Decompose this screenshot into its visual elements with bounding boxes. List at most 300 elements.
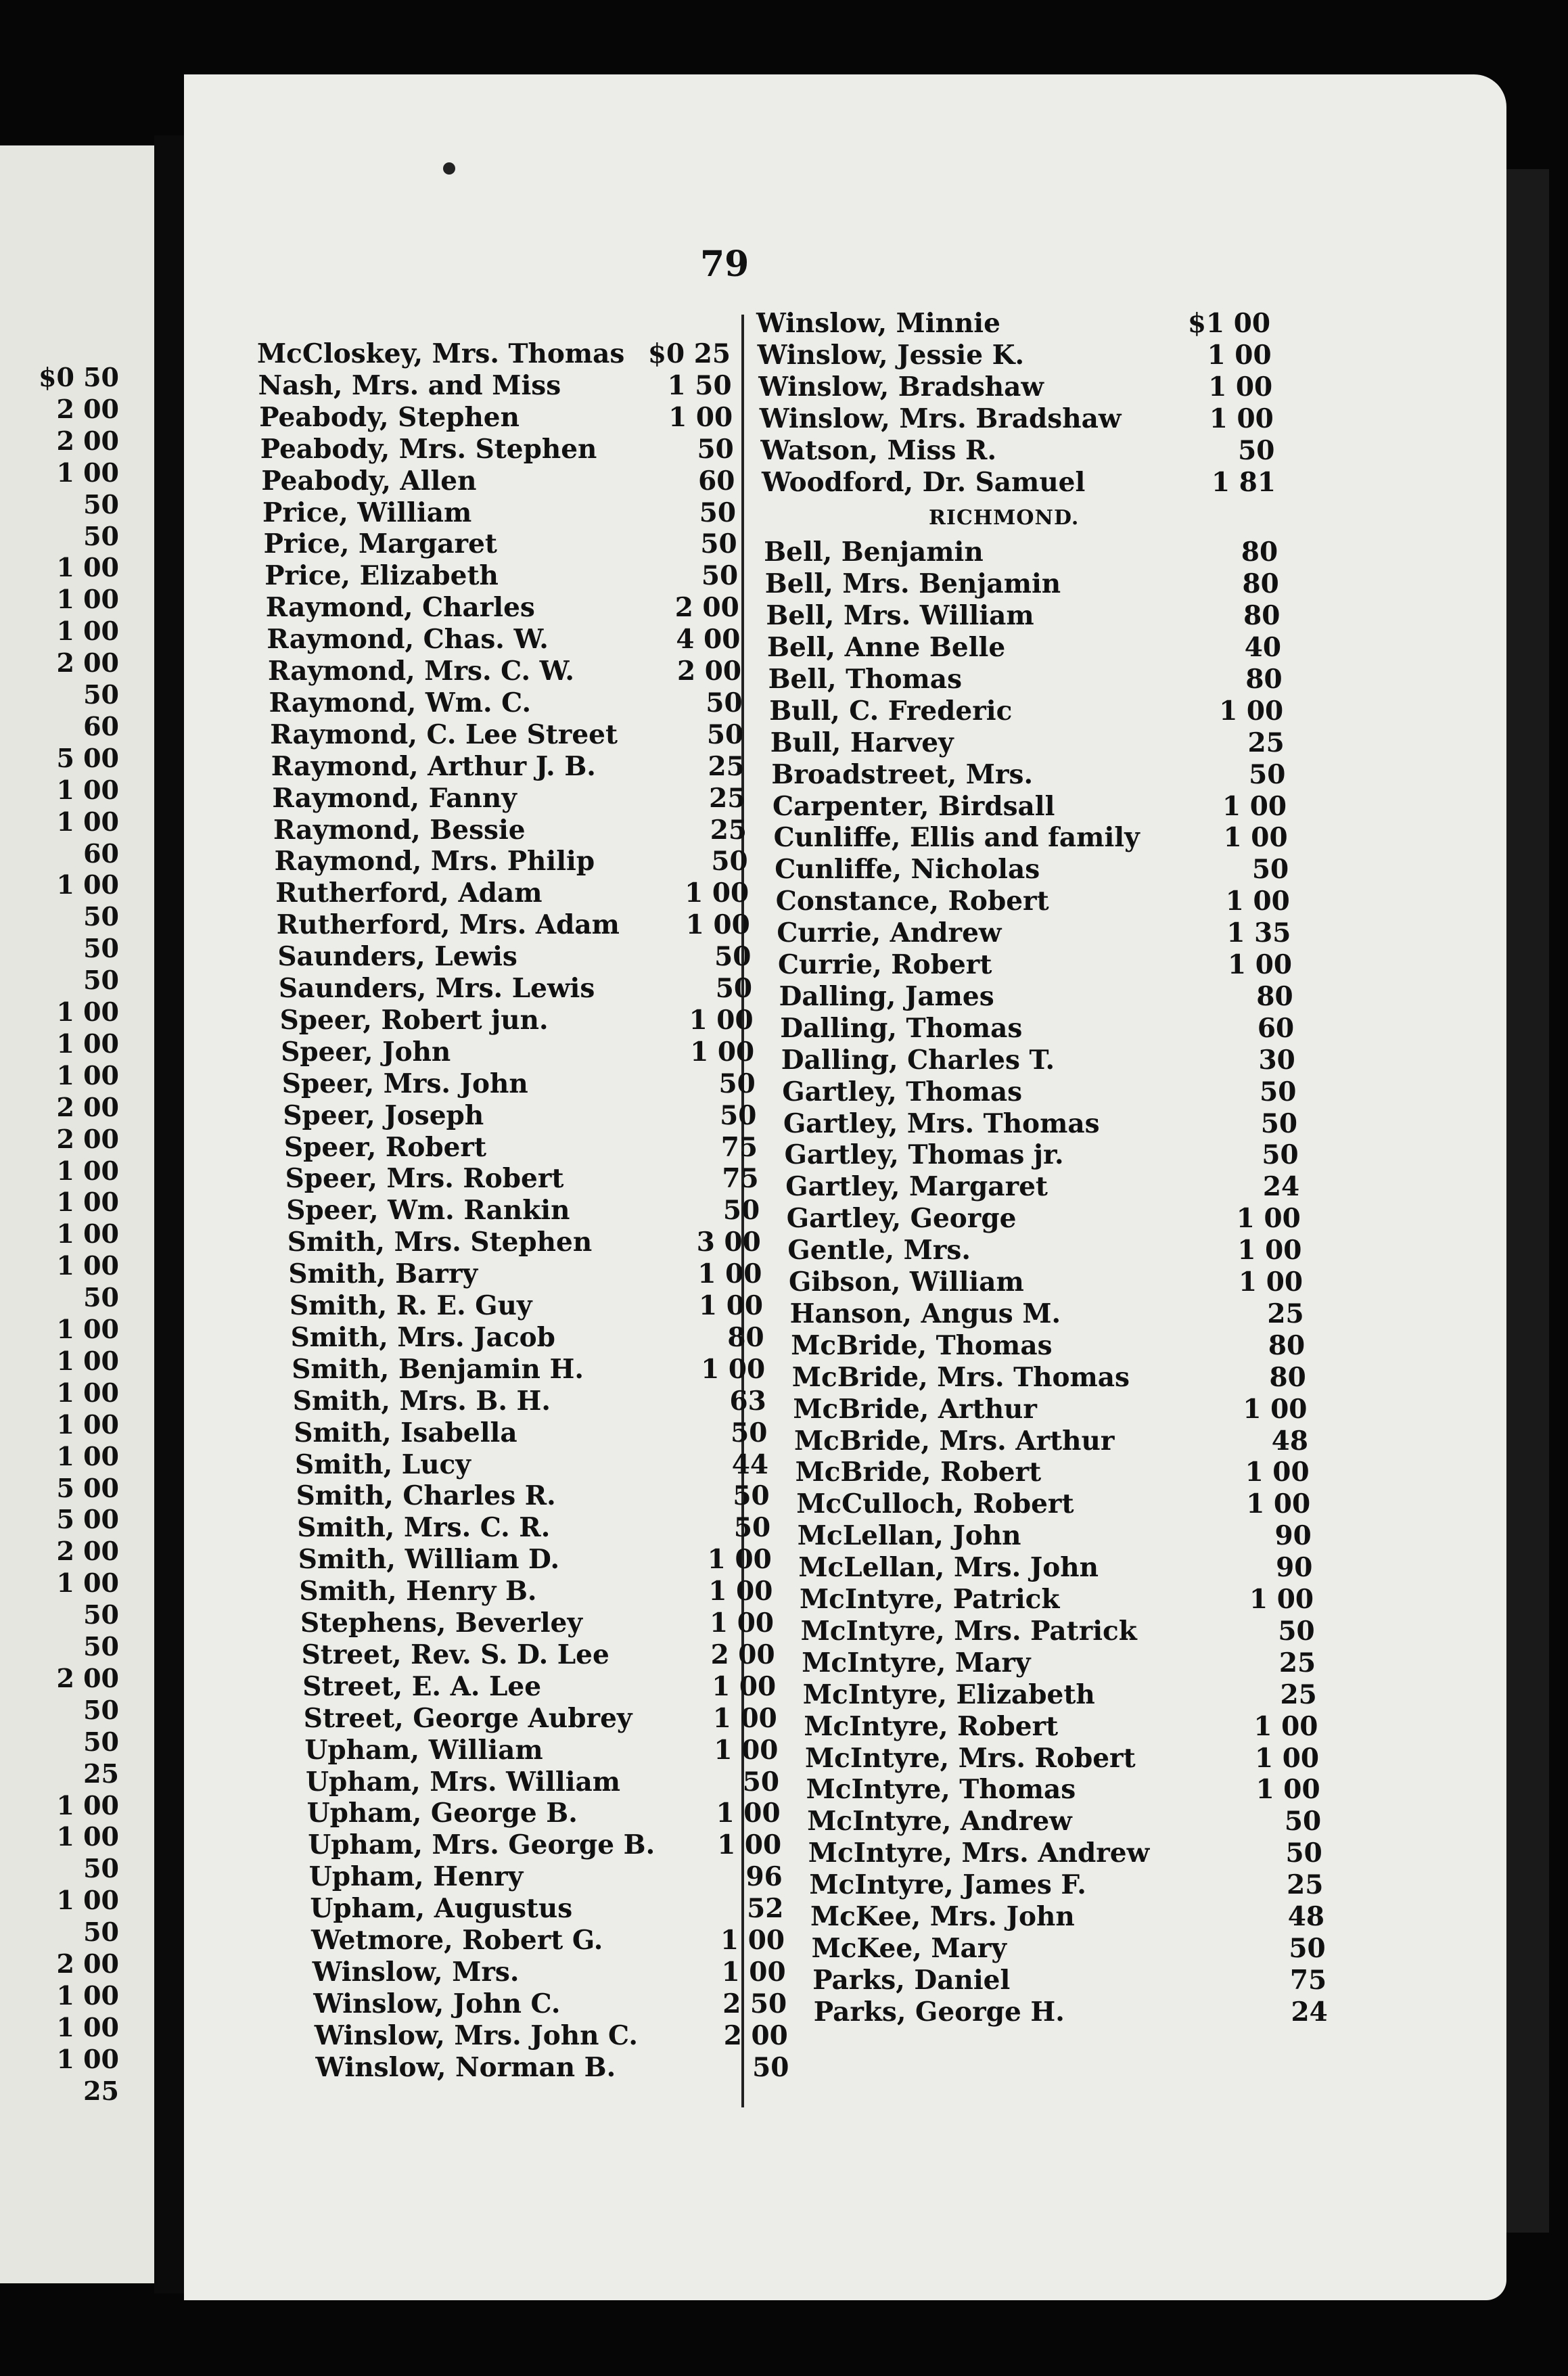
subscriber-name: Street, Rev. S. D. Lee bbox=[301, 1639, 609, 1670]
left-page-amount: 1 00 bbox=[56, 1789, 119, 1821]
subscriber-name: Speer, John bbox=[281, 1036, 451, 1068]
subscription-amount: 50 bbox=[706, 718, 744, 750]
list-item bbox=[282, 1068, 756, 1099]
left-page-amount: 1 00 bbox=[56, 1028, 119, 1059]
subscriber-name: Bell, Anne Belle bbox=[767, 632, 1006, 663]
subscriber-name: Peabody, Mrs. Stephen bbox=[260, 433, 597, 465]
subscription-amount: 2 50 bbox=[722, 1988, 787, 2019]
subscriber-name: McIntyre, Mary bbox=[802, 1647, 1031, 1678]
left-page-amount: 1 00 bbox=[56, 1345, 119, 1376]
subscriber-name: Winslow, Jessie K. bbox=[757, 339, 1025, 371]
subscription-amount: 50 bbox=[701, 560, 739, 592]
list-item bbox=[762, 467, 1276, 498]
subscription-amount: 25 bbox=[708, 750, 745, 782]
left-page-amount: 1 00 bbox=[56, 1821, 119, 1852]
list-item bbox=[773, 791, 1287, 822]
subscription-amount: 1 00 bbox=[697, 1258, 762, 1290]
subscriber-name: Smith, Mrs. B. H. bbox=[292, 1385, 551, 1417]
subscriber-name: Street, E. A. Lee bbox=[302, 1670, 542, 1702]
list-item bbox=[302, 1639, 775, 1670]
subscriber-name: Parks, Daniel bbox=[812, 1964, 1011, 1996]
subscription-amount: 50 bbox=[752, 2051, 789, 2083]
list-item bbox=[290, 1290, 763, 1321]
list-item bbox=[275, 846, 748, 877]
left-page-amount: 2 00 bbox=[56, 1536, 119, 1567]
left-page-amount: 50 bbox=[83, 1599, 119, 1630]
list-item bbox=[264, 528, 737, 559]
list-item bbox=[277, 941, 751, 972]
subscription-amount: 50 bbox=[731, 1417, 768, 1448]
subscriber-name: McIntyre, Mrs. Andrew bbox=[808, 1837, 1150, 1869]
left-page-amount: 1 00 bbox=[56, 1059, 119, 1091]
subscriber-name: Speer, Wm. Rankin bbox=[286, 1195, 570, 1227]
left-page-amount: 1 00 bbox=[56, 1980, 119, 2011]
page-number: 79 bbox=[700, 244, 750, 285]
left-page-amount: 5 00 bbox=[56, 1504, 119, 1535]
subscriber-name: Rutherford, Mrs. Adam bbox=[276, 909, 620, 941]
list-item bbox=[277, 909, 750, 940]
subscription-amount: 25 bbox=[709, 782, 746, 814]
left-page-amount: 1 00 bbox=[56, 1218, 119, 1250]
subscription-amount: 2 00 bbox=[677, 656, 741, 687]
subscriber-name: Raymond, Arthur J. B. bbox=[271, 750, 596, 782]
subscriber-name: Gartley, Thomas jr. bbox=[784, 1139, 1064, 1171]
list-item bbox=[261, 465, 735, 497]
subscriber-name: McBride, Mrs. Arthur bbox=[794, 1425, 1115, 1457]
subscription-amount: 1 00 bbox=[717, 1829, 782, 1861]
subscriber-name: Smith, Barry bbox=[288, 1258, 478, 1290]
list-item bbox=[297, 1512, 770, 1543]
left-page-amount: 1 00 bbox=[56, 552, 119, 583]
list-item bbox=[800, 1584, 1314, 1615]
subscriber-name: Smith, William D. bbox=[298, 1544, 560, 1576]
subscriber-name: McBride, Robert bbox=[795, 1457, 1042, 1488]
subscriber-name: Rutherford, Adam bbox=[275, 877, 543, 909]
list-item bbox=[304, 1735, 778, 1766]
section-heading: RICHMOND. bbox=[929, 506, 1080, 530]
list-item bbox=[273, 815, 747, 846]
subscription-amount: 80 bbox=[1256, 980, 1293, 1012]
left-page-amount: 50 bbox=[83, 933, 119, 964]
subscriber-name: Dalling, Thomas bbox=[780, 1012, 1023, 1044]
subscription-amount: 50 bbox=[733, 1480, 770, 1512]
list-item bbox=[756, 308, 1270, 339]
subscription-amount: 1 00 bbox=[1207, 339, 1272, 371]
subscriber-name: Smith, R. E. Guy bbox=[290, 1290, 532, 1321]
subscription-amount: 50 bbox=[714, 941, 752, 973]
subscription-amount: 1 00 bbox=[1253, 1710, 1318, 1742]
list-item bbox=[284, 1132, 758, 1163]
list-item bbox=[262, 497, 736, 528]
subscriber-name: Nash, Mrs. and Miss bbox=[258, 369, 561, 401]
left-page-amount: 50 bbox=[83, 1726, 119, 1757]
list-item bbox=[764, 536, 1278, 568]
list-item bbox=[807, 1806, 1321, 1837]
subscription-amount: 90 bbox=[1274, 1520, 1312, 1552]
subscriber-name: Winslow, Minnie bbox=[756, 308, 1000, 339]
subscriber-name: Raymond, Charles bbox=[265, 592, 535, 624]
subscription-amount: 1 00 bbox=[685, 877, 750, 909]
left-page-amount: 50 bbox=[83, 1917, 119, 1948]
left-page-amount: 25 bbox=[83, 1758, 119, 1789]
subscription-amount: 50 bbox=[1278, 1615, 1315, 1647]
subscription-amount: 60 bbox=[1257, 1012, 1295, 1044]
subscription-amount: 1 00 bbox=[1222, 790, 1287, 822]
left-page-amount: 50 bbox=[83, 520, 119, 551]
subscriber-name: Currie, Andrew bbox=[777, 917, 1002, 949]
list-item bbox=[765, 568, 1279, 599]
subscription-amount: 1 00 bbox=[1255, 1774, 1320, 1806]
left-page-amount: 1 00 bbox=[56, 1377, 119, 1408]
subscriber-name: Upham, Mrs. George B. bbox=[308, 1829, 655, 1861]
subscriber-name: McIntyre, Andrew bbox=[807, 1806, 1072, 1837]
list-item bbox=[275, 877, 749, 909]
list-item bbox=[267, 624, 740, 655]
subscription-amount: 1 00 bbox=[699, 1290, 763, 1321]
subscriber-name: Winslow, Mrs. Bradshaw bbox=[759, 403, 1122, 434]
list-item bbox=[802, 1647, 1316, 1678]
subscriber-name: Woodford, Dr. Samuel bbox=[762, 466, 1086, 498]
list-item bbox=[789, 1266, 1303, 1298]
subscription-amount: 50 bbox=[1260, 1107, 1297, 1139]
list-item bbox=[299, 1576, 773, 1607]
subscription-amount: 75 bbox=[720, 1131, 758, 1163]
left-page-amount: 1 00 bbox=[56, 1440, 119, 1471]
subscriber-name: Smith, Henry B. bbox=[299, 1576, 537, 1607]
subscriber-name: Constance, Robert bbox=[775, 886, 1049, 917]
list-item bbox=[769, 695, 1283, 727]
subscription-amount: 25 bbox=[1247, 727, 1285, 758]
subscriber-name: Bull, C. Frederic bbox=[769, 695, 1013, 727]
subscriber-name: Speer, Robert jun. bbox=[279, 1004, 549, 1036]
left-page-amount: 1 00 bbox=[56, 2011, 119, 2042]
left-page-amount: 50 bbox=[83, 1282, 119, 1313]
subscriber-name: Peabody, Allen bbox=[261, 465, 477, 497]
left-page-amount: 2 00 bbox=[56, 425, 119, 456]
subscriber-name: Raymond, Fanny bbox=[272, 782, 517, 814]
list-item bbox=[771, 759, 1285, 790]
subscriber-name: Upham, George B. bbox=[306, 1798, 578, 1829]
subscriber-name: Hanson, Angus M. bbox=[789, 1298, 1061, 1329]
list-item bbox=[308, 1829, 781, 1860]
subscription-amount: 75 bbox=[1289, 1964, 1327, 1996]
list-item bbox=[279, 973, 752, 1004]
left-page-amount: $0 50 bbox=[39, 362, 119, 392]
subscriber-name: Upham, William bbox=[304, 1734, 543, 1766]
subscriber-name: Gartley, Margaret bbox=[785, 1171, 1048, 1203]
subscriber-name: Smith, Mrs. C. R. bbox=[297, 1512, 551, 1544]
subscriber-name: Gartley, Thomas bbox=[782, 1076, 1023, 1107]
list-item bbox=[291, 1322, 764, 1353]
left-page-amount: 50 bbox=[83, 1631, 119, 1662]
subscriber-name: McBride, Arthur bbox=[793, 1393, 1037, 1425]
list-item bbox=[775, 854, 1289, 885]
subscription-amount: $0 25 bbox=[647, 338, 731, 369]
subscriber-name: Gentle, Mrs. bbox=[787, 1235, 971, 1266]
subscription-amount: 50 bbox=[1284, 1806, 1322, 1837]
list-item bbox=[767, 632, 1281, 663]
subscriber-name: Smith, Mrs. Jacob bbox=[290, 1321, 555, 1353]
subscriber-name: McKee, Mrs. John bbox=[810, 1901, 1075, 1932]
subscriber-name: Carpenter, Birdsall bbox=[773, 790, 1055, 822]
left-page-amount: 60 bbox=[83, 710, 119, 741]
left-page-amount: 2 00 bbox=[56, 1948, 119, 1979]
subscription-amount: 30 bbox=[1258, 1044, 1295, 1076]
list-item bbox=[300, 1607, 774, 1639]
list-item bbox=[292, 1354, 765, 1385]
subscription-amount: 3 00 bbox=[696, 1227, 761, 1258]
subscriber-name: McIntyre, Elizabeth bbox=[802, 1678, 1095, 1710]
list-item bbox=[809, 1869, 1323, 1900]
subscription-amount: 1 00 bbox=[721, 1956, 786, 1988]
subscriber-name: Upham, Augustus bbox=[310, 1893, 573, 1925]
subscription-amount: 44 bbox=[731, 1448, 768, 1480]
subscriber-name: Winslow, John C. bbox=[313, 1988, 561, 2019]
subscription-amount: 50 bbox=[1249, 758, 1286, 790]
left-page-amount: 1 00 bbox=[56, 997, 119, 1027]
subscription-amount: 1 00 bbox=[1225, 886, 1290, 917]
subscription-amount: 48 bbox=[1271, 1425, 1308, 1457]
list-item bbox=[787, 1235, 1301, 1266]
list-item bbox=[778, 949, 1292, 980]
list-item bbox=[266, 592, 739, 623]
list-item bbox=[311, 1925, 785, 1956]
subscription-amount: 50 bbox=[715, 973, 752, 1004]
list-item bbox=[783, 1108, 1297, 1139]
subscription-amount: 1 00 bbox=[1237, 1235, 1302, 1266]
subscription-amount: 1 00 bbox=[1245, 1457, 1310, 1488]
list-item bbox=[310, 1893, 783, 1924]
list-item bbox=[792, 1362, 1306, 1393]
list-item bbox=[258, 370, 732, 401]
list-item bbox=[285, 1163, 759, 1194]
subscriber-name: Bull, Harvey bbox=[770, 727, 954, 758]
left-page-amount: 1 00 bbox=[56, 457, 119, 488]
subscriber-name: Winslow, Mrs. John C. bbox=[314, 2019, 638, 2051]
subscription-amount: 50 bbox=[1289, 1932, 1326, 1964]
subscriber-name: Bell, Mrs. William bbox=[766, 600, 1034, 632]
subscriber-name: McLellan, John bbox=[797, 1520, 1021, 1552]
subscription-amount: 1 00 bbox=[685, 909, 750, 941]
subscriber-name: McIntyre, James F. bbox=[809, 1869, 1086, 1901]
subscriber-name: Smith, Mrs. Stephen bbox=[287, 1227, 593, 1258]
subscriber-name: Raymond, Bessie bbox=[273, 814, 526, 846]
left-page-amount: 1 00 bbox=[56, 1314, 119, 1344]
left-page-amount: 2 00 bbox=[56, 1123, 119, 1154]
subscription-amount: 1 00 bbox=[707, 1544, 772, 1576]
left-page-amount: 2 00 bbox=[56, 1662, 119, 1693]
subscriber-name: Speer, Mrs. Robert bbox=[285, 1163, 564, 1195]
subscription-amount: 1 00 bbox=[1223, 822, 1288, 854]
list-item bbox=[294, 1417, 767, 1448]
subscriber-name: Smith, Charles R. bbox=[296, 1480, 556, 1512]
subscriber-name: Winslow, Mrs. bbox=[312, 1956, 520, 1988]
list-item bbox=[776, 886, 1290, 917]
subscription-amount: 24 bbox=[1262, 1171, 1300, 1203]
subscription-amount: 2 00 bbox=[710, 1639, 775, 1670]
subscriber-name: Price, Margaret bbox=[263, 528, 497, 560]
subscription-amount: 1 00 bbox=[1243, 1393, 1308, 1425]
subscriber-name: McBride, Mrs. Thomas bbox=[791, 1361, 1130, 1393]
subscription-amount: 80 bbox=[1241, 536, 1278, 568]
list-item bbox=[803, 1679, 1317, 1710]
list-item bbox=[313, 1957, 786, 1988]
subscription-amount: 75 bbox=[722, 1163, 759, 1195]
subscriber-name: Price, Elizabeth bbox=[264, 560, 499, 592]
subscription-amount: 1 00 bbox=[714, 1734, 779, 1766]
left-page-amount: 1 00 bbox=[56, 1409, 119, 1440]
left-page-amount: 2 00 bbox=[56, 647, 119, 679]
list-item bbox=[812, 1933, 1326, 1964]
list-item bbox=[269, 687, 743, 718]
subscriber-name: Raymond, Mrs. Philip bbox=[274, 846, 595, 877]
list-item bbox=[782, 1076, 1296, 1107]
subscription-amount: 25 bbox=[1267, 1298, 1304, 1329]
left-page-amount: 1 00 bbox=[56, 2043, 119, 2074]
left-page-amount: 50 bbox=[83, 679, 119, 710]
list-item bbox=[302, 1671, 776, 1702]
left-page-amount: 2 00 bbox=[56, 1091, 119, 1122]
list-item bbox=[296, 1480, 770, 1511]
subscriber-name: Smith, Lucy bbox=[295, 1448, 471, 1480]
subscription-amount: 4 00 bbox=[676, 624, 741, 656]
left-page-amount: 2 00 bbox=[56, 393, 119, 424]
list-item bbox=[766, 600, 1280, 631]
subscriber-name: McIntyre, Mrs. Robert bbox=[805, 1742, 1136, 1774]
subscriber-name: Raymond, Chas. W. bbox=[267, 624, 549, 656]
list-item bbox=[758, 371, 1272, 403]
list-item bbox=[307, 1798, 781, 1829]
ink-spot bbox=[443, 162, 455, 175]
list-item bbox=[795, 1457, 1310, 1488]
left-page-amount: 1 00 bbox=[56, 1885, 119, 1916]
left-page-amount: 50 bbox=[83, 1853, 119, 1884]
list-item bbox=[787, 1203, 1301, 1234]
subscription-amount: 50 bbox=[1285, 1837, 1322, 1869]
left-page-amount: 1 00 bbox=[56, 774, 119, 805]
list-item bbox=[272, 783, 745, 814]
subscriber-name: Saunders, Mrs. Lewis bbox=[279, 973, 595, 1004]
list-item bbox=[306, 1766, 779, 1798]
list-item bbox=[801, 1616, 1315, 1647]
subscription-amount: 50 bbox=[742, 1766, 779, 1798]
subscription-amount: 80 bbox=[1268, 1329, 1306, 1361]
subscriber-name: Bell, Thomas bbox=[768, 663, 963, 695]
subscription-amount: $1 00 bbox=[1187, 308, 1270, 339]
list-item bbox=[768, 664, 1283, 695]
subscriber-name: Broadstreet, Mrs. bbox=[771, 758, 1034, 790]
book-gutter bbox=[154, 135, 184, 2293]
subscriber-name: Raymond, Wm. C. bbox=[269, 687, 532, 718]
subscriber-name: Currie, Robert bbox=[778, 949, 992, 980]
subscription-amount: 1 00 bbox=[712, 1702, 777, 1734]
list-item bbox=[295, 1449, 768, 1480]
subscription-amount: 52 bbox=[747, 1893, 784, 1925]
subscription-amount: 80 bbox=[1242, 568, 1279, 600]
subscriber-name: Dalling, James bbox=[779, 980, 994, 1012]
list-item bbox=[777, 917, 1291, 949]
left-page-amount: 1 00 bbox=[56, 616, 119, 647]
list-item bbox=[794, 1425, 1308, 1457]
subscription-amount: 1 00 bbox=[1255, 1742, 1319, 1774]
left-page-amount: 50 bbox=[83, 965, 119, 996]
subscriber-name: Raymond, Mrs. C. W. bbox=[268, 656, 574, 687]
subscription-amount: 48 bbox=[1287, 1901, 1324, 1932]
list-item bbox=[791, 1330, 1305, 1361]
subscriber-name: Saunders, Lewis bbox=[277, 941, 517, 973]
subscription-amount: 1 00 bbox=[690, 1036, 755, 1068]
list-item bbox=[804, 1711, 1318, 1742]
subscription-amount: 25 bbox=[710, 814, 747, 846]
left-page-amount: 50 bbox=[83, 1694, 119, 1725]
subscriber-name: Speer, Joseph bbox=[283, 1099, 484, 1131]
subscription-amount: 1 00 bbox=[689, 1004, 754, 1036]
subscription-amount: 1 00 bbox=[1208, 371, 1273, 403]
left-page-amount: 25 bbox=[83, 2075, 119, 2106]
left-page-amount: 1 00 bbox=[56, 1568, 119, 1599]
subscription-amount: 80 bbox=[1269, 1361, 1306, 1393]
subscription-amount: 2 00 bbox=[674, 592, 739, 624]
left-page-amount: 1 00 bbox=[56, 584, 119, 615]
subscription-amount: 80 bbox=[1245, 663, 1283, 695]
left-page-amount: 60 bbox=[83, 838, 119, 869]
list-item bbox=[309, 1861, 783, 1892]
subscriber-name: Speer, Mrs. John bbox=[281, 1068, 528, 1099]
subscriber-name: Upham, Mrs. William bbox=[306, 1766, 621, 1798]
list-item bbox=[271, 751, 745, 782]
subscription-amount: 1 00 bbox=[1219, 695, 1284, 727]
left-page-amount: 1 00 bbox=[56, 806, 119, 837]
subscription-amount: 50 bbox=[706, 687, 743, 718]
subscriber-name: Winslow, Norman B. bbox=[315, 2051, 616, 2083]
subscription-amount: 50 bbox=[718, 1068, 756, 1099]
subscription-amount: 50 bbox=[1238, 434, 1275, 466]
list-item bbox=[259, 402, 733, 433]
subscription-amount: 1 00 bbox=[712, 1670, 777, 1702]
subscription-amount: 25 bbox=[1287, 1869, 1324, 1901]
subscription-amount: 1 00 bbox=[1236, 1203, 1301, 1235]
list-item bbox=[812, 1965, 1327, 1996]
subscriber-name: Price, William bbox=[262, 497, 472, 528]
subscription-amount: 40 bbox=[1244, 632, 1281, 663]
subscriber-name: Gartley, George bbox=[786, 1203, 1017, 1235]
subscriber-name: Cunliffe, Nicholas bbox=[775, 854, 1040, 886]
list-item bbox=[806, 1774, 1320, 1805]
list-item bbox=[260, 434, 734, 465]
subscription-amount: 50 bbox=[733, 1512, 771, 1544]
list-item bbox=[758, 340, 1272, 371]
subscription-amount: 50 bbox=[711, 846, 748, 877]
list-item bbox=[283, 1100, 756, 1131]
list-item bbox=[313, 1988, 787, 2019]
subscription-amount: 50 bbox=[699, 497, 736, 528]
list-item bbox=[810, 1901, 1324, 1932]
subscription-amount: 1 00 bbox=[710, 1607, 774, 1639]
list-item bbox=[268, 656, 741, 687]
left-page-amount: 50 bbox=[83, 901, 119, 932]
subscription-amount: 90 bbox=[1276, 1552, 1313, 1584]
subscription-amount: 50 bbox=[722, 1195, 760, 1227]
list-item bbox=[790, 1298, 1304, 1329]
subscription-amount: 25 bbox=[1280, 1678, 1317, 1710]
subscriber-name: McIntyre, Robert bbox=[804, 1710, 1059, 1742]
subscriber-name: Stephens, Beverley bbox=[300, 1607, 582, 1639]
left-page-amount: 5 00 bbox=[56, 1472, 119, 1503]
subscriber-name: Watson, Miss R. bbox=[760, 434, 997, 466]
subscription-amount: 1 00 bbox=[1209, 403, 1274, 434]
subscriber-name: Peabody, Stephen bbox=[259, 401, 520, 433]
subscriber-name: McIntyre, Thomas bbox=[806, 1774, 1076, 1806]
